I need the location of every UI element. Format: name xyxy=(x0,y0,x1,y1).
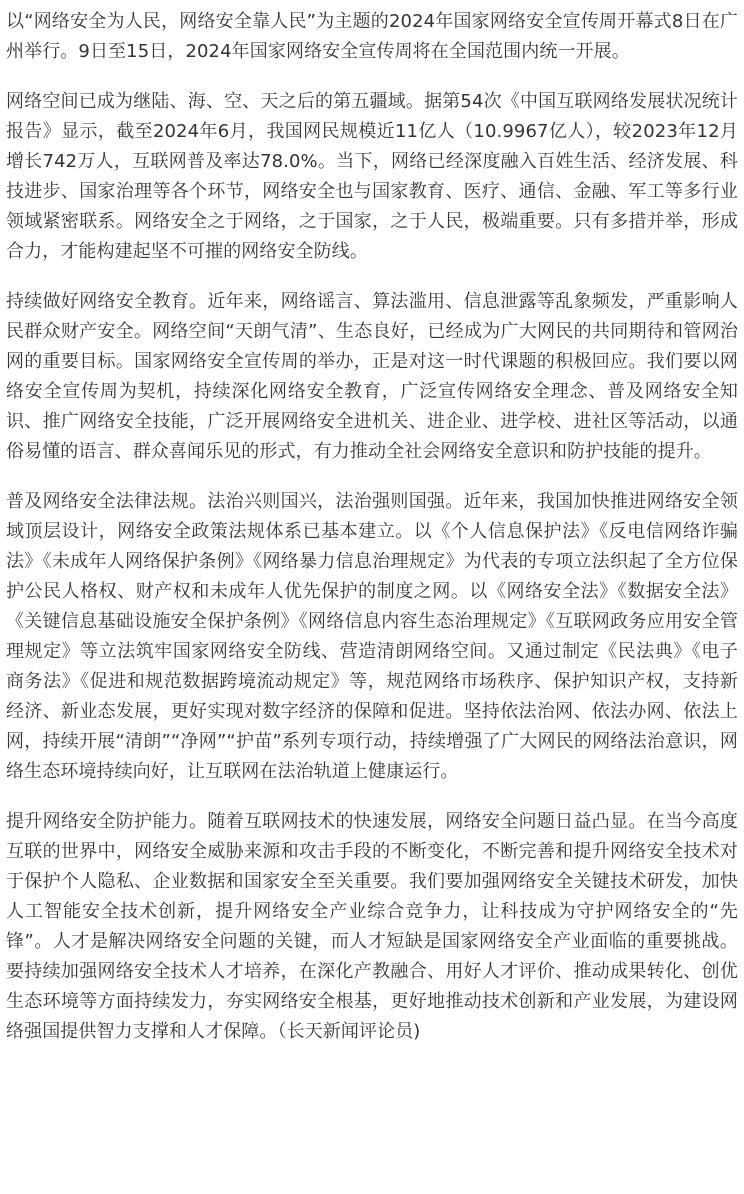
paragraph-cyberspace: 网络空间已成为继陆、海、空、天之后的第五疆域。据第54次《中国互联网络发展状况统计报告》显示，截至2024年6月，我国网民规模近11亿人（10.9967亿人），较2023年12月增长742万人，互联网普及率达78.0%。当下，网络已经深度融入百姓生活、经济发展、科技进步、国家治理等各个环节，网络安全也与国家教育、医疗、通信、金融、军工等多行业领域紧密联系。网络安全之于网络，之于国家，之于人民，极端重要。只有多措并举，形成合力，才能构建起坚不可摧的网络安全防线。 xyxy=(6,91,738,262)
paragraph-education: 持续做好网络安全教育。近年来，网络谣言、算法滥用、信息泄露等乱象频发，严重影响人民群众财产安全。网络空间“天朗气清”、生态良好，已经成为广大网民的共同期待和管网治网的重要目标。国家网络安全宣传周的举办，正是对这一时代课题的积极回应。我们要以网络安全宣传周为契机，持续深化网络安全教育，广泛宣传网络安全理念、普及网络安全知识、推广网络安全技能，广泛开展网络安全进机关、进企业、进学校、进社区等活动，以通俗易懂的语言、群众喜闻乐见的形式，有力推动全社会网络安全意识和防护技能的提升。 xyxy=(6,291,738,462)
paragraph-intro: 以“网络安全为人民，网络安全靠人民”为主题的2024年国家网络安全宣传周开幕式8日在广州举行。9日至15日，2024年国家网络安全宣传周将在全国范围内统一开展。 xyxy=(6,11,738,62)
article-body xyxy=(0,7,744,1047)
paragraph-protection: 提升网络安全防护能力。随着互联网技术的快速发展，网络安全问题日益凸显。在当今高度互联的世界中，网络安全威胁来源和攻击手段的不断变化，不断完善和提升网络安全技术对于保护个人隐私、企业数据和国家安全至关重要。我们要加强网络安全关键技术研发，加快人工智能安全技术创新，提升网络安全产业综合竞争力，让科技成为守护网络安全的“先锋”。人才是解决网络安全问题的关键，而人才短缺是国家网络安全产业面临的重要挑战。要持续加强网络安全技术人才培养，在深化产教融合、用好人才评价、推动成果转化、创优生态环境等方面持续发力，夯实网络安全根基，更好地推动技术创新和产业发展，为建设网络强国提供智力支撑和人才保障。（长天新闻评论员) xyxy=(6,811,738,1042)
paragraph-law: 普及网络安全法律法规。法治兴则国兴，法治强则国强。近年来，我国加快推进网络安全领域顶层设计，网络安全政策法规体系已基本建立。以《个人信息保护法》《反电信网络诈骗法》《未成年人网络保护条例》《网络暴力信息治理规定》为代表的专项立法织起了全方位保护公民人格权、财产权和未成年人优先保护的制度之网。以《网络安全法》《数据安全法》《关键信息基础设施安全保护条例》《网络信息内容生态治理规定》《互联网政务应用安全管理规定》等立法筑牢国家网络安全防线、营造清朗网络空间。又通过制定《民法典》《电子商务法》《促进和规范数据跨境流动规定》等，规范网络市场秩序、保护知识产权，支持新经济、新业态发展，更好实现对数字经济的保障和促进。坚持依法治网、依法办网、依法上网，持续开展“清朗”“净网”“护苗”系列专项行动，持续增强了广大网民的网络法治意识，网络生态环境持续向好，让互联网在法治轨道上健康运行。 xyxy=(6,491,738,782)
